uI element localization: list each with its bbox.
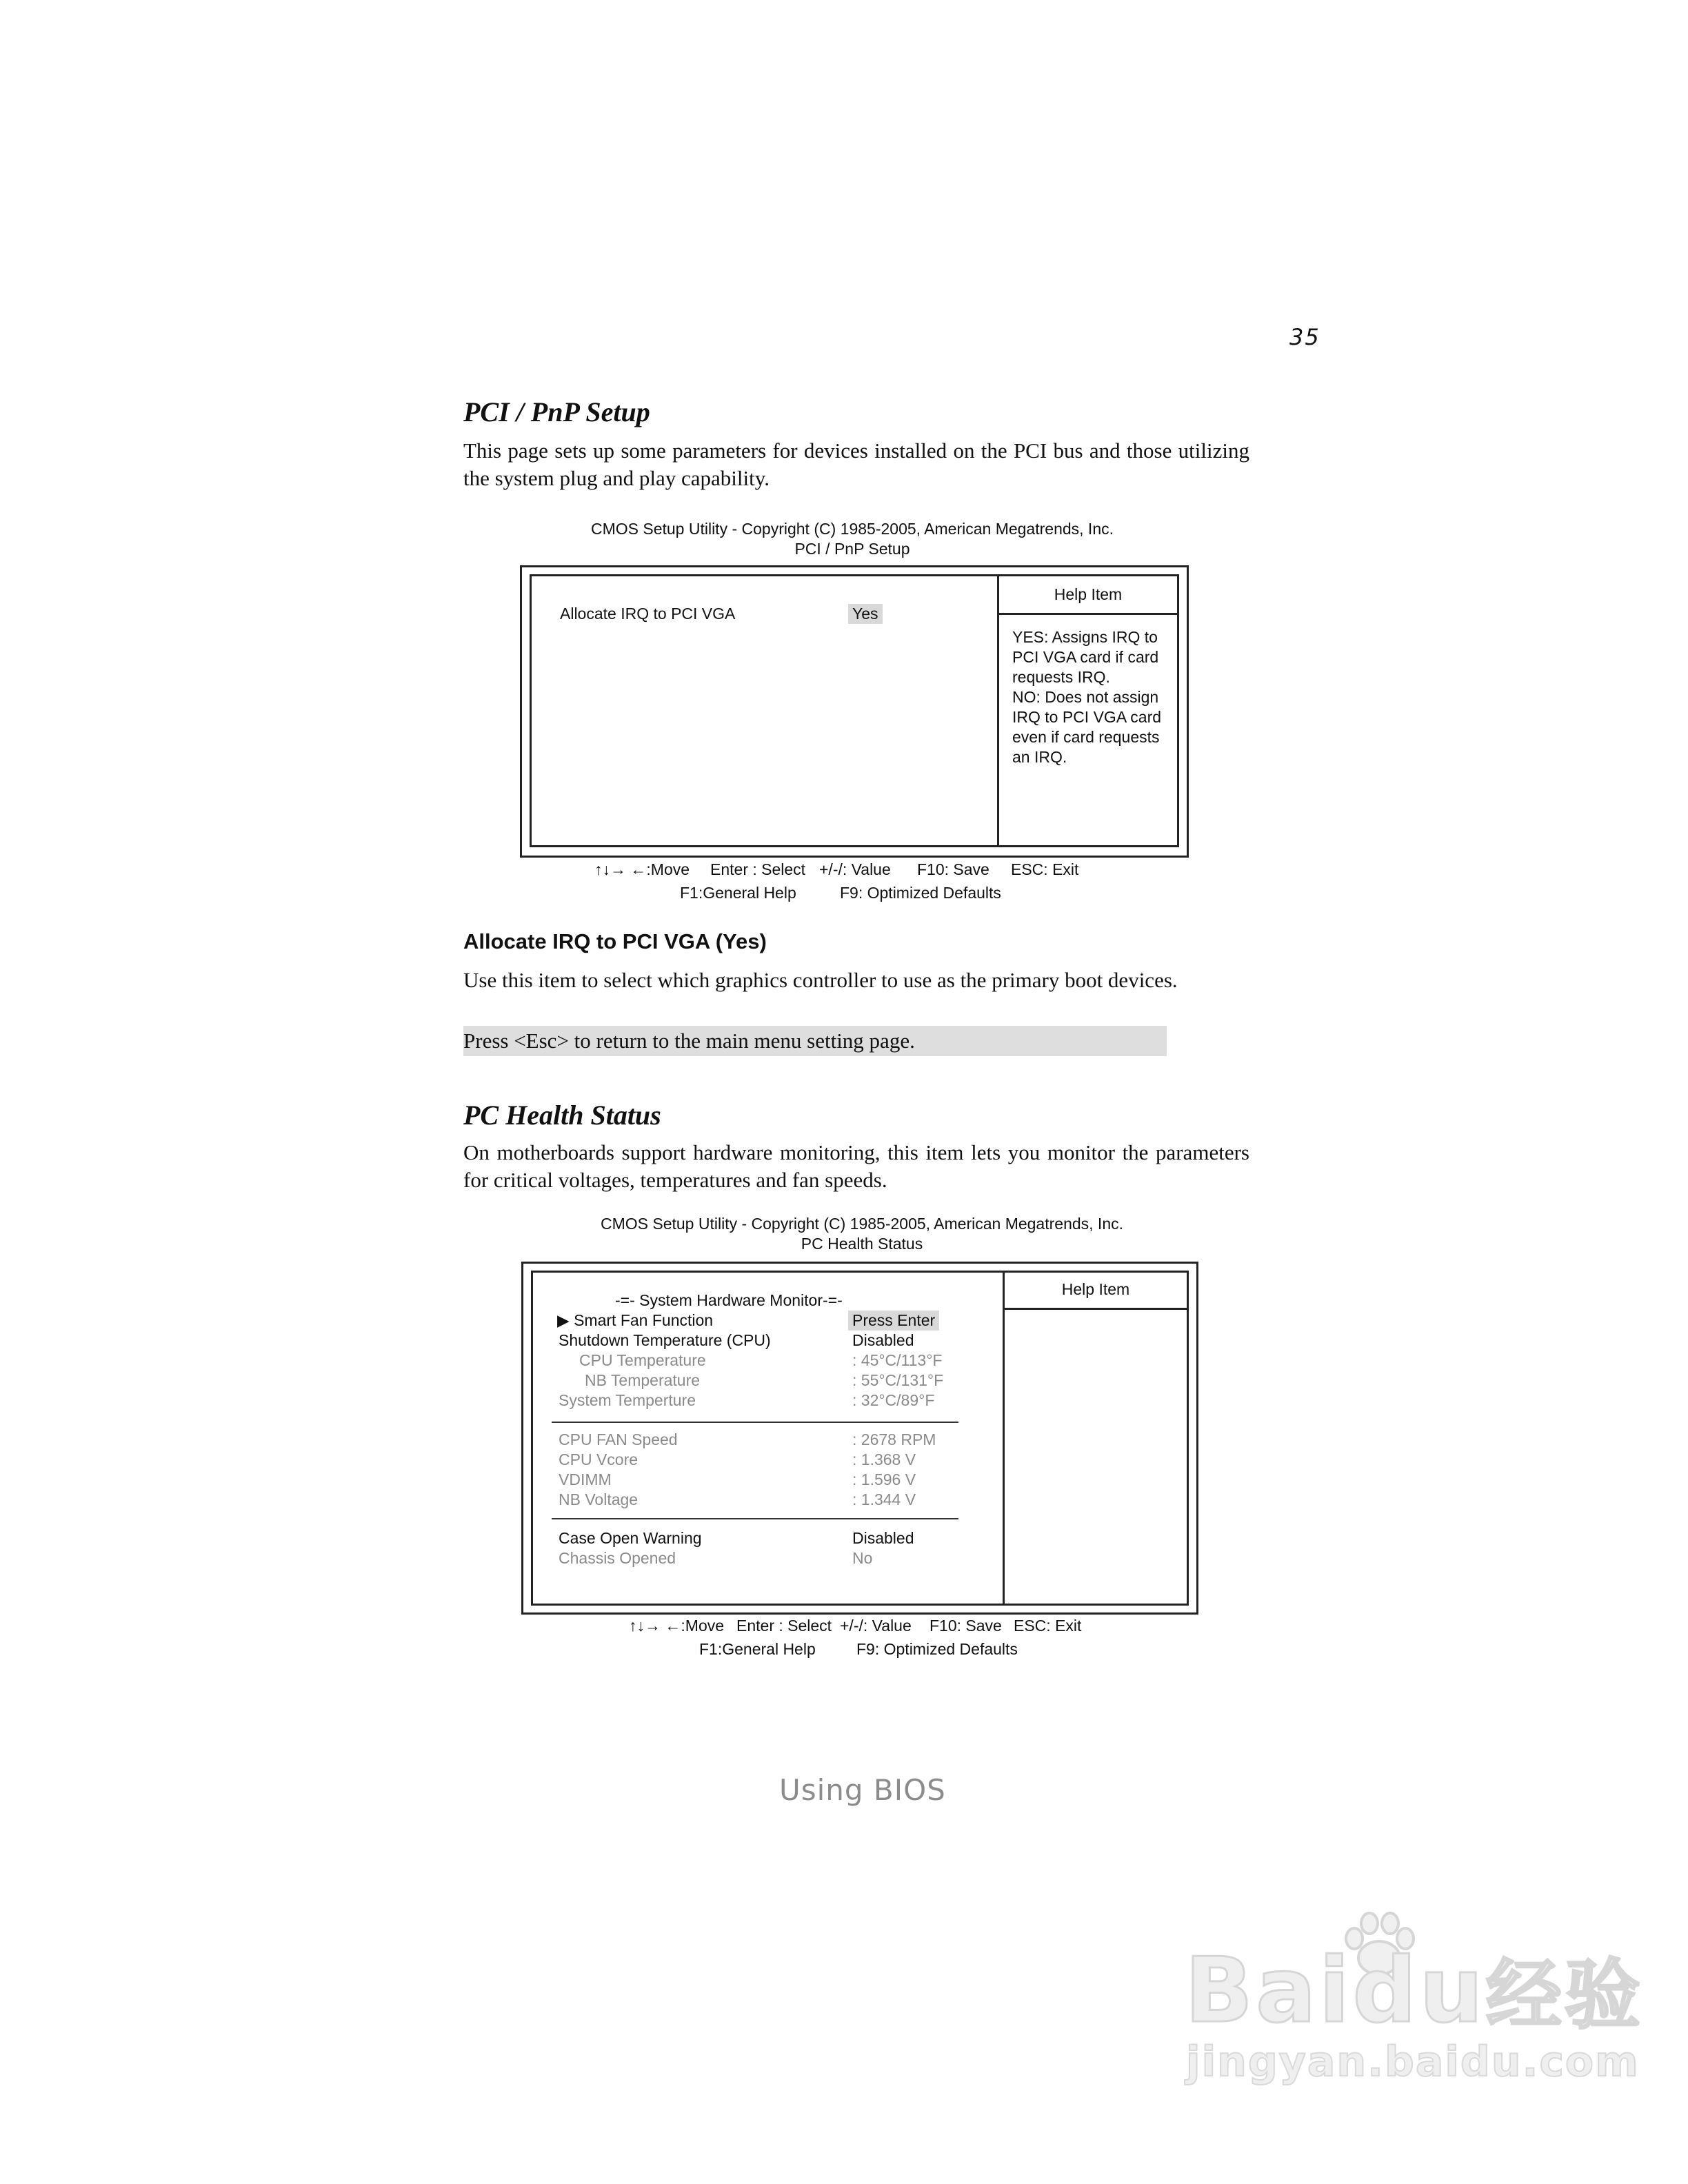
section-intro-pci-pnp: This page sets up some parameters for devices installed on the PCI bus and those utilizing the system plug and play capability.	[463, 438, 1249, 490]
setting-value-allocate-irq[interactable]: Yes	[848, 604, 883, 624]
page-footer: Using BIOS	[779, 1773, 946, 1807]
key-value: +/-/: Value	[840, 1617, 912, 1635]
monitor-header: -=- System Hardware Monitor-=-	[615, 1291, 843, 1309]
setting-value-shutdown-temp[interactable]: Disabled	[852, 1331, 914, 1349]
help-title-rule	[1003, 1308, 1187, 1310]
bios-caption-pci	[521, 519, 1183, 559]
key-legend-row1	[629, 1617, 724, 1635]
key-optimized-defaults: F9: Optimized Defaults	[840, 884, 1001, 902]
help-line: IRQ to PCI VGA card	[1012, 708, 1162, 726]
help-line: even if card requests	[1012, 728, 1160, 746]
key-exit: ESC: Exit	[1011, 860, 1079, 878]
watermark-brand: Bai	[1185, 1938, 1353, 2043]
help-line: requests IRQ.	[1012, 668, 1110, 686]
readout-label-cpu-vcore: CPU Vcore	[559, 1450, 639, 1468]
watermark-logo	[1185, 1934, 1643, 2043]
readout-value-cpu-fan: : 2678 RPM	[852, 1430, 936, 1448]
description-allocate-irq: Use this item to select which graphics controller to use as the primary boot devices.	[463, 968, 1178, 992]
key-general-help: F1:General Help	[699, 1640, 816, 1658]
key-move: :Move	[681, 1617, 725, 1635]
watermark-url: jingyan.baidu.com	[1186, 2038, 1640, 2086]
readout-value-cpu-temp: : 45°C/113°F	[852, 1351, 943, 1369]
readout-label-cpu-temp: CPU Temperature	[579, 1351, 706, 1369]
page-number: 35	[1289, 324, 1320, 350]
watermark-brand-du: du	[1352, 1938, 1486, 2043]
subheading-allocate-irq: Allocate IRQ to PCI VGA (Yes)	[463, 929, 767, 953]
readout-value-cpu-vcore: : 1.368 V	[852, 1450, 916, 1468]
section-intro-pc-health: On motherboards support hardware monitoring, this item lets you monitor the parameters for critical voltages, temperatures and fan speeds.	[463, 1140, 1249, 1192]
help-title: Help Item	[1061, 1280, 1130, 1298]
bios-caption-line2: PC Health Status	[801, 1235, 923, 1253]
setting-label-shutdown-temp[interactable]: Shutdown Temperature (CPU)	[559, 1331, 771, 1349]
help-text	[1012, 627, 1175, 767]
help-divider	[1003, 1271, 1005, 1606]
help-divider	[997, 574, 999, 847]
group-divider	[552, 1422, 958, 1423]
readout-label-cpu-fan: CPU FAN Speed	[559, 1430, 678, 1448]
key-value: +/-/: Value	[819, 860, 891, 878]
group-divider	[552, 1518, 958, 1519]
readout-label-nb-temp: NB Temperature	[585, 1371, 701, 1389]
setting-value-case-open[interactable]: Disabled	[852, 1529, 914, 1547]
readout-label-system-temp: System Temperture	[559, 1391, 696, 1409]
readout-label-chassis-opened: Chassis Opened	[559, 1549, 676, 1567]
key-select: Enter : Select	[736, 1617, 832, 1635]
readout-value-nb-voltage: : 1.344 V	[852, 1490, 916, 1508]
help-line: NO: Does not assign	[1012, 688, 1159, 706]
key-general-help: F1:General Help	[680, 884, 796, 902]
key-legend-row1	[594, 860, 690, 879]
readout-value-chassis-opened: No	[852, 1549, 873, 1567]
bios-caption-health	[531, 1214, 1193, 1254]
readout-label-vdimm: VDIMM	[559, 1470, 612, 1488]
bios-caption-line1: CMOS Setup Utility - Copyright (C) 1985-2005, American Megatrends, Inc.	[600, 1215, 1124, 1233]
section-title-pc-health: PC Health Status	[463, 1100, 661, 1131]
key-move: :Move	[646, 860, 690, 878]
bios-caption-line1: CMOS Setup Utility - Copyright (C) 1985-2005, American Megatrends, Inc.	[590, 520, 1114, 538]
menu-item-label: Smart Fan Function	[574, 1311, 714, 1329]
readout-label-nb-voltage: NB Voltage	[559, 1490, 639, 1508]
setting-label-allocate-irq: Allocate IRQ to PCI VGA	[560, 605, 736, 623]
menu-item-value[interactable]: Press Enter	[848, 1311, 939, 1331]
key-optimized-defaults: F9: Optimized Defaults	[856, 1640, 1018, 1658]
readout-value-system-temp: : 32°C/89°F	[852, 1391, 935, 1409]
help-line: PCI VGA card if card	[1012, 648, 1159, 666]
setting-label-case-open[interactable]: Case Open Warning	[559, 1529, 702, 1547]
help-line: an IRQ.	[1012, 748, 1067, 766]
arrow-keys-icon: ↑↓→ ←	[629, 1617, 681, 1635]
help-line: YES: Assigns IRQ to	[1012, 628, 1158, 646]
key-save: F10: Save	[930, 1617, 1002, 1635]
bios-caption-line2: PCI / PnP Setup	[794, 540, 910, 558]
key-select: Enter : Select	[710, 860, 806, 878]
submenu-arrow-icon: ▶	[557, 1311, 570, 1329]
help-title-rule	[997, 613, 1177, 615]
watermark-brand-cn: 经验	[1485, 1951, 1643, 2039]
readout-value-nb-temp: : 55°C/131°F	[852, 1371, 944, 1389]
readout-value-vdimm: : 1.596 V	[852, 1470, 916, 1488]
menu-item-smart-fan[interactable]	[557, 1311, 713, 1331]
arrow-keys-icon: ↑↓→ ←	[594, 860, 647, 878]
note-esc: Press <Esc> to return to the main menu setting page.	[463, 1029, 915, 1053]
section-title-pci-pnp: PCI / PnP Setup	[463, 396, 650, 427]
key-exit: ESC: Exit	[1014, 1617, 1082, 1635]
key-save: F10: Save	[917, 860, 989, 878]
help-title: Help Item	[1054, 585, 1123, 603]
